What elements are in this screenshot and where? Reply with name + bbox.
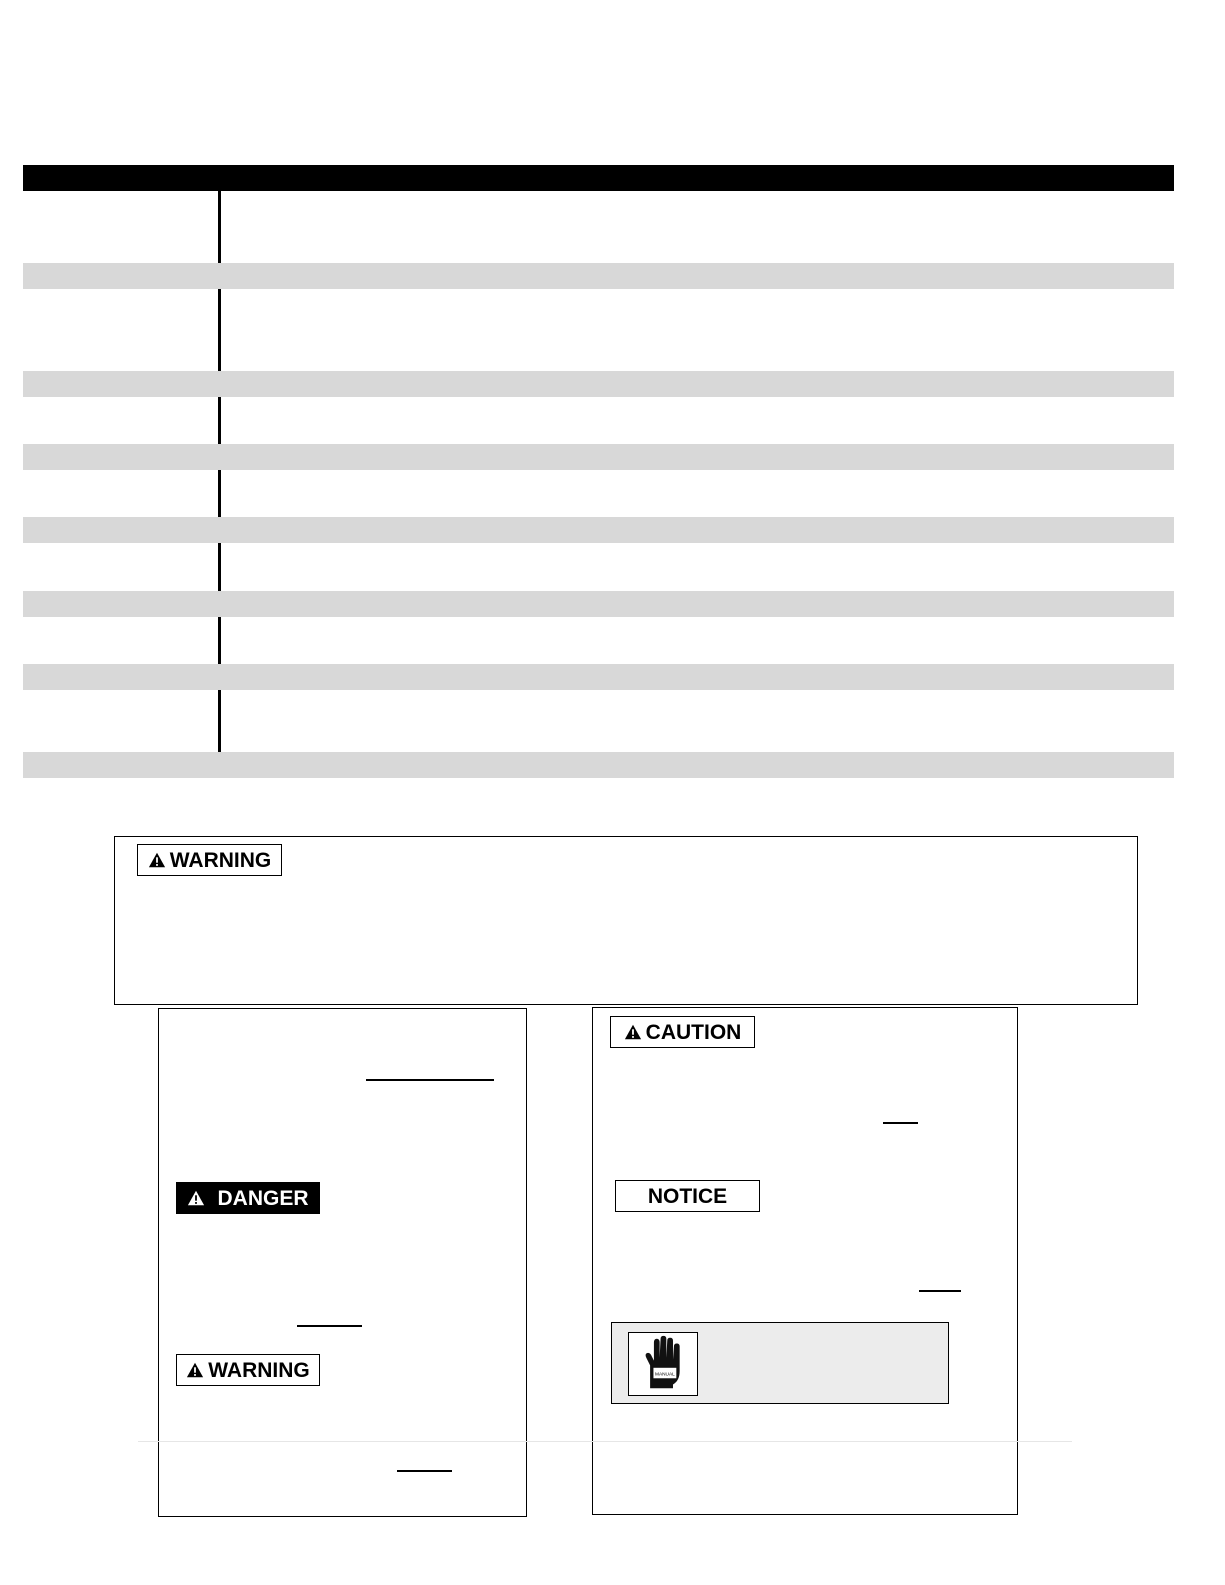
read-manual-panel xyxy=(611,1322,949,1404)
table-row-stripe xyxy=(23,263,1174,289)
hand-icon xyxy=(629,1333,696,1394)
warning-triangle-icon xyxy=(148,851,166,869)
warning-triangle-icon xyxy=(624,1023,642,1041)
table-row-stripe xyxy=(23,444,1174,470)
table-row-stripe xyxy=(23,371,1174,397)
text-underline xyxy=(397,1470,452,1472)
table-row-stripe xyxy=(23,591,1174,617)
right-safety-box xyxy=(592,1007,1018,1515)
table-row-stripe xyxy=(23,752,1174,778)
warning-triangle-icon xyxy=(187,1189,205,1207)
warning-label-left xyxy=(176,1354,320,1386)
notice-label-text: NOTICE xyxy=(647,1184,728,1208)
table-header-bar xyxy=(23,165,1174,191)
footer-rule xyxy=(138,1441,1072,1442)
warning-label-top xyxy=(137,844,282,876)
caution-label-text: CAUTION xyxy=(645,1020,742,1044)
table-row-stripe xyxy=(23,517,1174,543)
manual-icon-text: MANUAL xyxy=(654,1372,675,1378)
table-row-stripe xyxy=(23,664,1174,690)
text-underline xyxy=(919,1290,961,1292)
read-manual-hand-icon xyxy=(628,1332,698,1396)
warning-triangle-icon xyxy=(186,1361,204,1379)
danger-label xyxy=(176,1182,320,1214)
danger-label-text: DANGER xyxy=(217,1186,309,1210)
warning-label-text: WARNING xyxy=(208,1358,310,1382)
caution-label xyxy=(610,1016,755,1048)
text-underline xyxy=(883,1122,918,1124)
text-underline xyxy=(366,1079,494,1081)
text-underline xyxy=(297,1325,362,1327)
warning-label-text: WARNING xyxy=(169,848,272,872)
notice-label xyxy=(615,1180,760,1212)
